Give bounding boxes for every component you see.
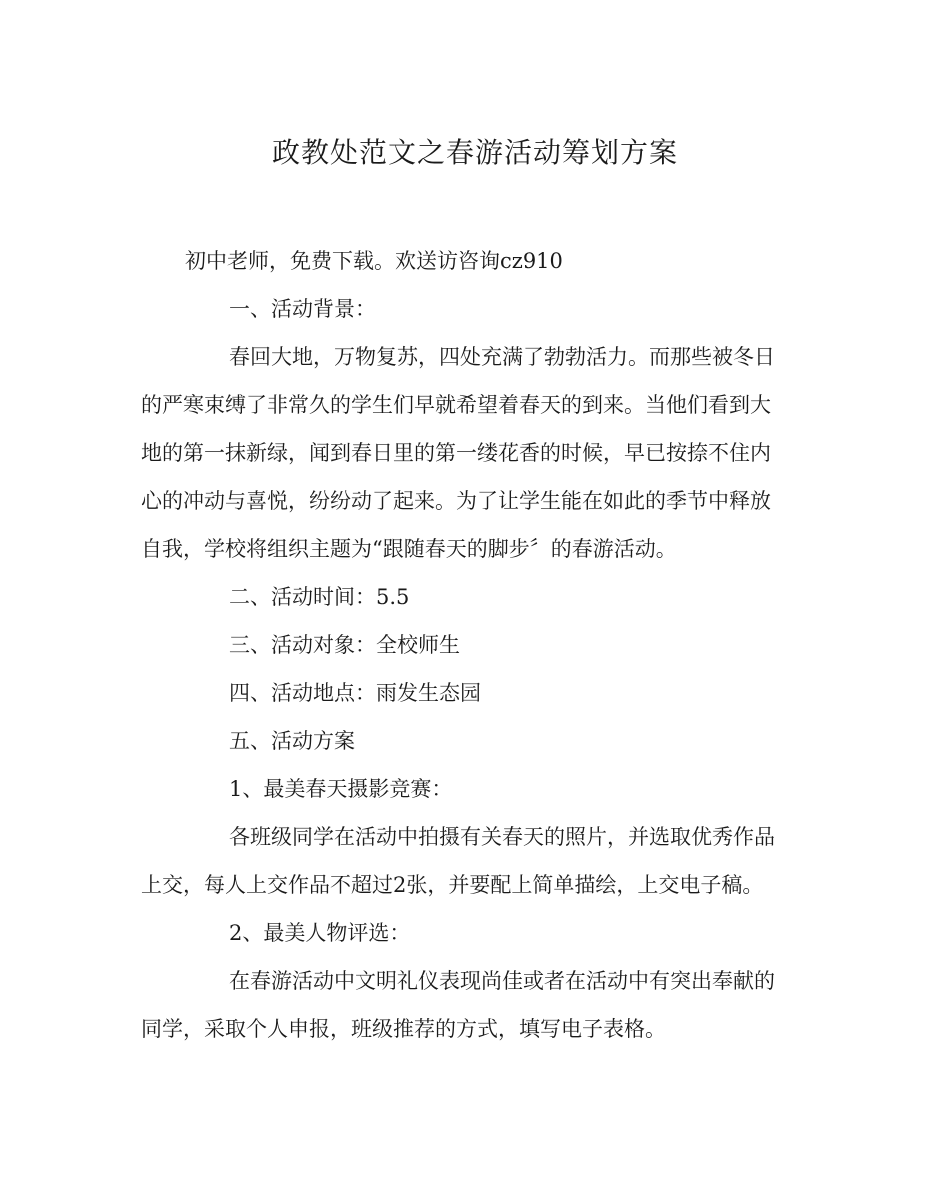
paragraph-line: 春回大地，万物复苏，四处充满了勃勃活力。而那些被冬日 xyxy=(229,345,775,369)
paragraph-line: 自我，学校将组织主题为“跟随春天的脚步〞的春游活动。 xyxy=(141,537,677,561)
paragraph-line: 同学，采取个人申报，班级推荐的方式，填写电子表格。 xyxy=(141,1017,666,1041)
document-title: 政教处范文之春游活动筹划方案 xyxy=(271,136,678,169)
section-heading-time: 二、活动时间：5.5 xyxy=(229,585,410,609)
paragraph-line: 的严寒束缚了非常久的学生们早就希望着春天的到来。当他们看到大 xyxy=(141,393,771,417)
document-body xyxy=(141,245,801,1061)
item-heading-person-selection: 2、最美人物评选： xyxy=(229,921,411,945)
paragraph-line: 在春游活动中文明礼仪表现尚佳或者在活动中有突出奉献的 xyxy=(229,969,775,993)
paragraph-line: 地的第一抹新绿，闻到春日里的第一缕花香的时候，早已按捺不住内 xyxy=(141,441,771,465)
section-heading-location: 四、活动地点：雨发生态园 xyxy=(229,681,481,705)
paragraph-line: 心的冲动与喜悦，纷纷动了起来。为了让学生能在如此的季节中释放 xyxy=(141,489,771,513)
section-heading-plan: 五、活动方案 xyxy=(229,729,355,753)
paragraph-line: 各班级同学在活动中拍摄有关春天的照片，并选取优秀作品 xyxy=(229,825,775,849)
section-heading-participants: 三、活动对象：全校师生 xyxy=(229,633,460,657)
section-heading-background: 一、活动背景： xyxy=(229,297,376,321)
intro-line: 初中老师，免费下载。欢送访咨询cz910 xyxy=(185,249,563,273)
item-heading-photo-contest: 1、最美春天摄影竞赛： xyxy=(229,777,453,801)
paragraph-line: 上交，每人上交作品不超过2张，并要配上简单描绘，上交电子稿。 xyxy=(141,873,764,897)
